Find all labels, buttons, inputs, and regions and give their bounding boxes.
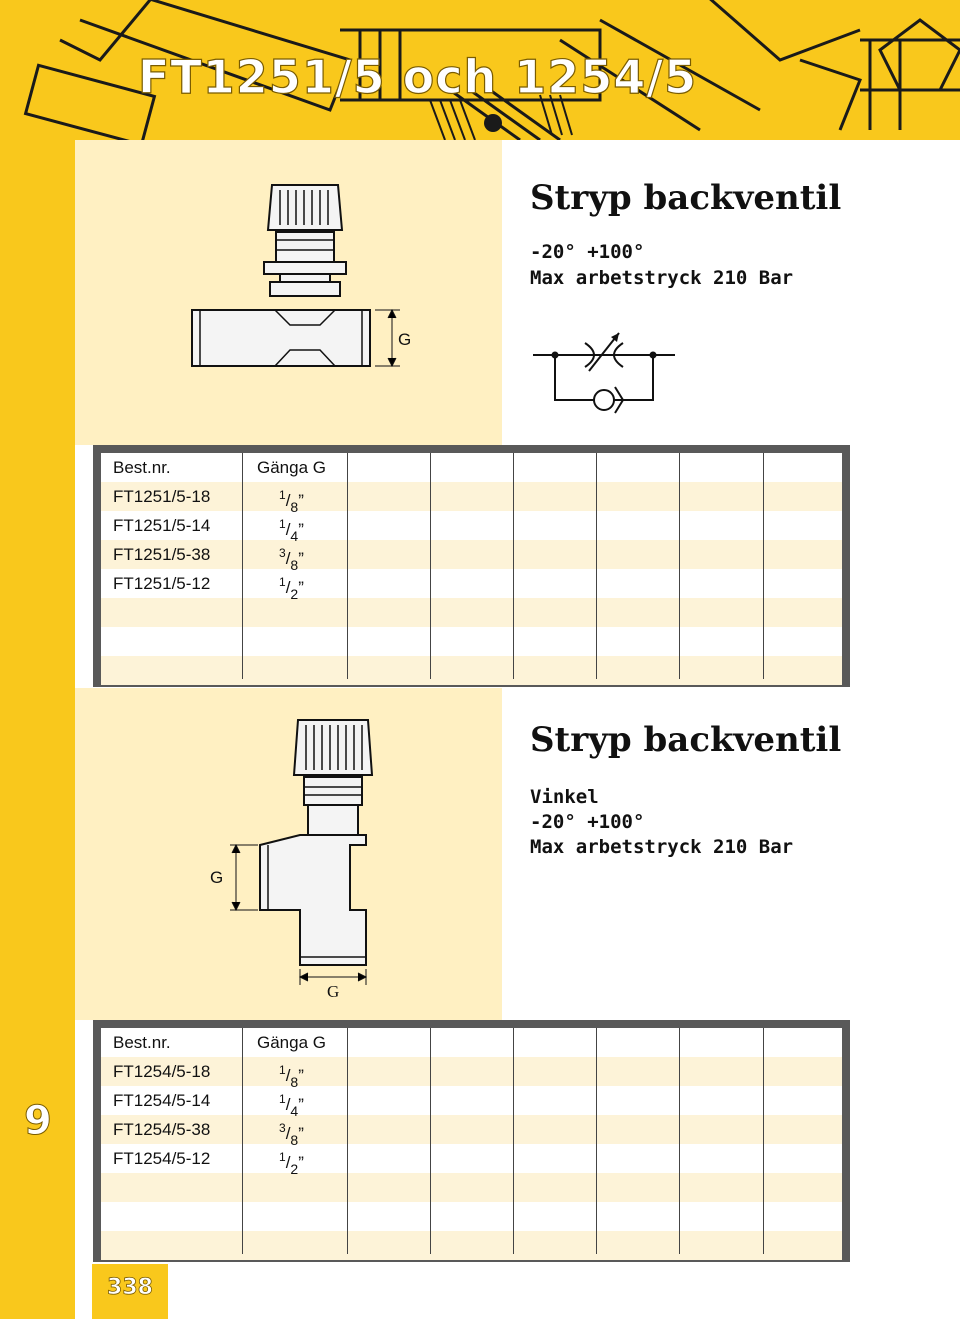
dimension-g-label: G (398, 330, 412, 349)
angle-valve-drawing (200, 715, 380, 1005)
section1-temperature: -20° +100° (530, 241, 645, 263)
column-header-part: Best.nr. (113, 458, 171, 477)
dimension-g-bottom-label: G (327, 982, 340, 1001)
part-number: FT1251/5-12 (113, 574, 211, 593)
thread-size: $^1/_2$” (279, 1150, 304, 1177)
hydraulic-symbol (533, 325, 678, 420)
part-number: FT1254/5-18 (113, 1062, 211, 1081)
section2-heading: Stryp backventil (530, 720, 842, 760)
dimension-g-side-label: G (210, 868, 224, 887)
product-table-1 (93, 445, 850, 687)
inline-valve-drawing (180, 180, 410, 380)
section2-pressure: Max arbetstryck 210 Bar (530, 836, 794, 858)
column-header-thread: Gänga G (257, 1033, 326, 1052)
part-number: FT1254/5-12 (113, 1149, 211, 1168)
thread-size: $^1/_4$” (279, 1092, 304, 1119)
part-number: FT1254/5-14 (113, 1091, 211, 1110)
product-table-2 (93, 1020, 850, 1262)
thread-size: $^1/_8$” (279, 488, 304, 515)
section2-temperature: -20° +100° (530, 811, 645, 833)
part-number: FT1251/5-38 (113, 545, 211, 564)
part-number: FT1254/5-38 (113, 1120, 211, 1139)
section1-pressure: Max arbetstryck 210 Bar (530, 267, 794, 289)
column-header-thread: Gänga G (257, 458, 326, 477)
header-banner (0, 0, 960, 140)
part-number: FT1251/5-14 (113, 516, 211, 535)
page-number: 338 (107, 1275, 153, 1300)
thread-size: $^1/_4$” (279, 517, 304, 544)
thread-size: $^1/_8$” (279, 1063, 304, 1090)
part-number: FT1251/5-18 (113, 487, 211, 506)
thread-size: $^3/_8$” (279, 546, 304, 573)
section2-variant: Vinkel (530, 786, 599, 808)
page-title: FT1251/5 och 1254/5 (138, 50, 698, 104)
section1-heading: Stryp backventil (530, 178, 842, 218)
thread-size: $^3/_8$” (279, 1121, 304, 1148)
column-header-part: Best.nr. (113, 1033, 171, 1052)
chapter-number: 9 (24, 1098, 52, 1144)
thread-size: $^1/_2$” (279, 575, 304, 602)
